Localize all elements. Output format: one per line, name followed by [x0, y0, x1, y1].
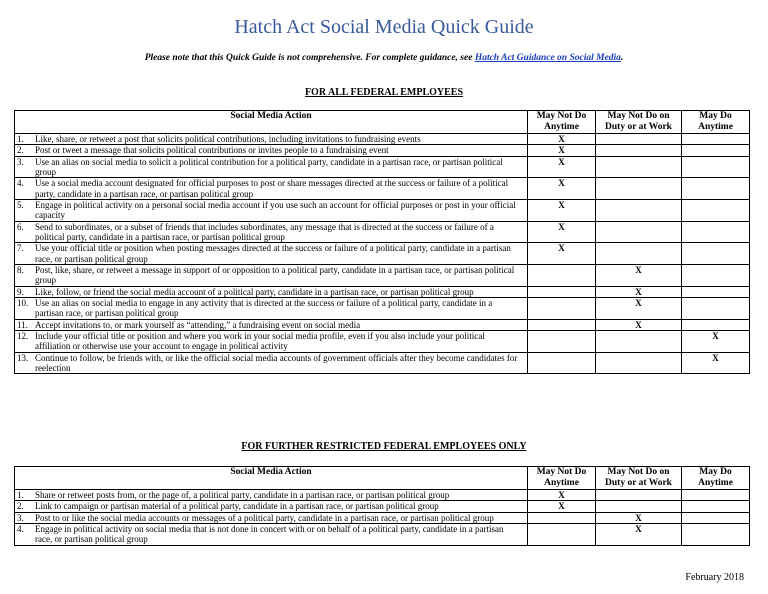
may-not-do-anytime-mark: X — [528, 501, 596, 512]
table-row — [15, 264, 750, 286]
may-not-do-on-duty-mark — [596, 489, 682, 500]
row-number: 6. — [17, 221, 24, 232]
disclaimer-note — [0, 53, 768, 63]
action-text: Post to or like the social media accounts or messages of a political party, candidate in a partisan race, or partisan political group — [35, 512, 494, 523]
action-text: Post or tweet a message that solicits political contributions or invites people to a fundraising event — [35, 145, 389, 156]
may-do-anytime-mark — [682, 221, 750, 243]
table-row — [15, 319, 750, 330]
table-row — [15, 133, 750, 144]
may-not-do-anytime-mark — [528, 286, 596, 297]
footer-date: February 2018 — [685, 572, 744, 583]
table-row — [15, 489, 750, 500]
may-not-do-on-duty-mark — [596, 331, 682, 353]
may-not-do-anytime-mark — [528, 319, 596, 330]
may-not-do-on-duty-mark: X — [596, 298, 682, 320]
row-number: 13. — [17, 352, 29, 363]
header-social-media-action: Social Media Action — [15, 111, 528, 134]
table-row — [15, 331, 750, 353]
page-title: Hatch Act Social Media Quick Guide — [234, 16, 534, 38]
may-not-do-on-duty-mark — [596, 243, 682, 265]
may-do-anytime-mark — [682, 243, 750, 265]
may-do-anytime-mark — [682, 512, 750, 523]
row-number: 2. — [17, 145, 24, 156]
action-text: Use an alias on social media to engage in any activity that is directed at the success or failure of a political party, candidate in a partisan race, or partisan political group — [35, 298, 493, 319]
may-do-anytime-mark — [682, 145, 750, 156]
may-not-do-anytime-mark: X — [528, 133, 596, 144]
header-may-not-do-on-duty: May Not Do on Duty or at Work — [596, 111, 682, 134]
may-not-do-on-duty-mark — [596, 178, 682, 200]
may-not-do-anytime-mark: X — [528, 156, 596, 178]
may-do-anytime-mark: X — [682, 352, 750, 374]
table-row — [15, 178, 750, 200]
table-row — [15, 156, 750, 178]
may-not-do-on-duty-mark — [596, 199, 682, 221]
may-not-do-on-duty-mark: X — [596, 264, 682, 286]
restricted-employees-table — [14, 466, 750, 546]
table-row — [15, 286, 750, 297]
row-number: 4. — [17, 178, 24, 189]
header-may-do-anytime: May Do Anytime — [682, 467, 750, 490]
may-do-anytime-mark — [682, 501, 750, 512]
may-not-do-on-duty-mark — [596, 156, 682, 178]
table-row — [15, 352, 750, 374]
may-not-do-anytime-mark — [528, 331, 596, 353]
header-may-not-do-anytime: May Not Do Anytime — [528, 467, 596, 490]
may-not-do-on-duty-mark: X — [596, 319, 682, 330]
row-number: 3. — [17, 156, 24, 167]
action-text: Like, share, or retweet a post that solicits political contributions, including invitations to fundraising events — [35, 133, 421, 144]
may-do-anytime-mark — [682, 178, 750, 200]
may-not-do-anytime-mark — [528, 512, 596, 523]
may-do-anytime-mark — [682, 264, 750, 286]
may-not-do-on-duty-mark — [596, 221, 682, 243]
may-do-anytime-mark — [682, 286, 750, 297]
header-may-not-do-anytime: May Not Do Anytime — [528, 111, 596, 134]
may-not-do-on-duty-mark: X — [596, 523, 682, 545]
action-cell — [15, 298, 528, 320]
row-number: 12. — [17, 331, 29, 342]
may-do-anytime-mark — [682, 319, 750, 330]
action-text: Share or retweet posts from, or the page of, a political party, candidate in a partisan race, or partisan political group — [35, 489, 450, 500]
action-text: Accept invitations to, or mark yourself as “attending,” a fundraising event on social media — [35, 319, 361, 330]
may-do-anytime-mark — [682, 133, 750, 144]
row-number: 8. — [17, 264, 24, 275]
table-row — [15, 145, 750, 156]
action-text: Use a social media account designated for official purposes to post or share messages directed at the success or failure of a political party, candidate in a partisan race, or partisan political group — [35, 178, 509, 199]
may-not-do-anytime-mark: X — [528, 178, 596, 200]
action-cell — [15, 145, 528, 156]
action-text: Post, like, share, or retweet a message in support of or opposition to a political party, candidate in a partisan race, or partisan political group — [35, 264, 515, 286]
note-prefix: Please note that this Quick Guide is not comprehensive. For complete guidance, see — [144, 53, 475, 63]
may-not-do-anytime-mark: X — [528, 145, 596, 156]
table-row — [15, 523, 750, 545]
action-cell — [15, 512, 528, 523]
table-row — [15, 298, 750, 320]
action-text: Link to campaign or partisan material of a political party, candidate in a partisan race, or partisan political group — [35, 501, 439, 512]
may-do-anytime-mark — [682, 298, 750, 320]
may-not-do-anytime-mark — [528, 523, 596, 545]
action-text: Send to subordinates, or a subset of friends that includes subordinates, any message that is directed at the success or failure of a political party, candidate in a partisan race, or partisan political group — [35, 221, 494, 242]
action-text: Use an alias on social media to solicit a political contribution for a political party, candidate in a partisan race, or partisan political group — [35, 156, 503, 177]
action-cell — [15, 501, 528, 512]
action-text: Continue to follow, be friends with, or like the official social media accounts of government officials after they become candidates for reelection — [35, 352, 518, 374]
action-cell — [15, 133, 528, 144]
may-not-do-anytime-mark: X — [528, 489, 596, 500]
table-row — [15, 501, 750, 512]
note-suffix: . — [620, 53, 624, 63]
may-not-do-on-duty-mark — [596, 133, 682, 144]
action-text: Like, follow, or friend the social media account of a political party, candidate in a partisan race, or partisan political group — [35, 286, 474, 297]
action-text: Engage in political activity on a personal social media account if you use such an account for official purposes or post in your official capacity — [35, 199, 516, 221]
may-not-do-on-duty-mark: X — [596, 512, 682, 523]
may-do-anytime-mark — [682, 489, 750, 500]
may-do-anytime-mark — [682, 199, 750, 221]
row-number: 7. — [17, 243, 24, 254]
section-restricted-employees-title: FOR FURTHER RESTRICTED FEDERAL EMPLOYEES ONLY — [241, 441, 527, 452]
action-text: Engage in political activity on social media that is not done in concert with or on behalf of a political party, candidate in a partisan race, or partisan political group — [35, 523, 504, 545]
row-number: 2. — [17, 501, 24, 512]
header-may-not-do-on-duty: May Not Do on Duty or at Work — [596, 467, 682, 490]
may-do-anytime-mark: X — [682, 331, 750, 353]
may-do-anytime-mark — [682, 156, 750, 178]
action-cell — [15, 319, 528, 330]
may-not-do-on-duty-mark — [596, 352, 682, 374]
action-text: Include your official title or position and where you work in your social media profile, even if you also include your political affiliation or otherwise use your account to engage in political activity — [35, 331, 485, 352]
action-cell — [15, 221, 528, 243]
header-social-media-action: Social Media Action — [15, 467, 528, 490]
row-number: 11. — [17, 319, 28, 330]
action-cell — [15, 352, 528, 374]
may-not-do-on-duty-mark: X — [596, 286, 682, 297]
action-cell — [15, 264, 528, 286]
row-number: 1. — [17, 133, 24, 144]
may-not-do-anytime-mark — [528, 264, 596, 286]
row-number: 5. — [17, 199, 24, 210]
row-number: 4. — [17, 523, 24, 534]
action-cell — [15, 489, 528, 500]
may-not-do-anytime-mark: X — [528, 199, 596, 221]
may-not-do-anytime-mark: X — [528, 243, 596, 265]
action-cell — [15, 156, 528, 178]
all-employees-table — [14, 110, 750, 374]
row-number: 9. — [17, 286, 24, 297]
may-not-do-anytime-mark: X — [528, 221, 596, 243]
table-row — [15, 199, 750, 221]
may-do-anytime-mark — [682, 523, 750, 545]
action-text: Use your official title or position when posting messages directed at the success or failure of a political party, candidate in a partisan race, or partisan political group — [35, 243, 511, 264]
action-cell — [15, 523, 528, 545]
action-cell — [15, 243, 528, 265]
table-row — [15, 221, 750, 243]
row-number: 10. — [17, 298, 29, 308]
section-all-employees-title: FOR ALL FEDERAL EMPLOYEES — [304, 87, 464, 98]
table-row — [15, 512, 750, 523]
header-may-do-anytime: May Do Anytime — [682, 111, 750, 134]
may-not-do-anytime-mark — [528, 352, 596, 374]
table-row — [15, 243, 750, 265]
may-not-do-on-duty-mark — [596, 145, 682, 156]
social-media-guidance-link[interactable]: Hatch Act Guidance on Social Media — [474, 53, 621, 63]
may-not-do-on-duty-mark — [596, 501, 682, 512]
row-number: 1. — [17, 489, 24, 500]
row-number: 3. — [17, 512, 24, 523]
action-cell — [15, 178, 528, 200]
may-not-do-anytime-mark — [528, 298, 596, 320]
action-cell — [15, 286, 528, 297]
action-cell — [15, 331, 528, 353]
action-cell — [15, 199, 528, 221]
